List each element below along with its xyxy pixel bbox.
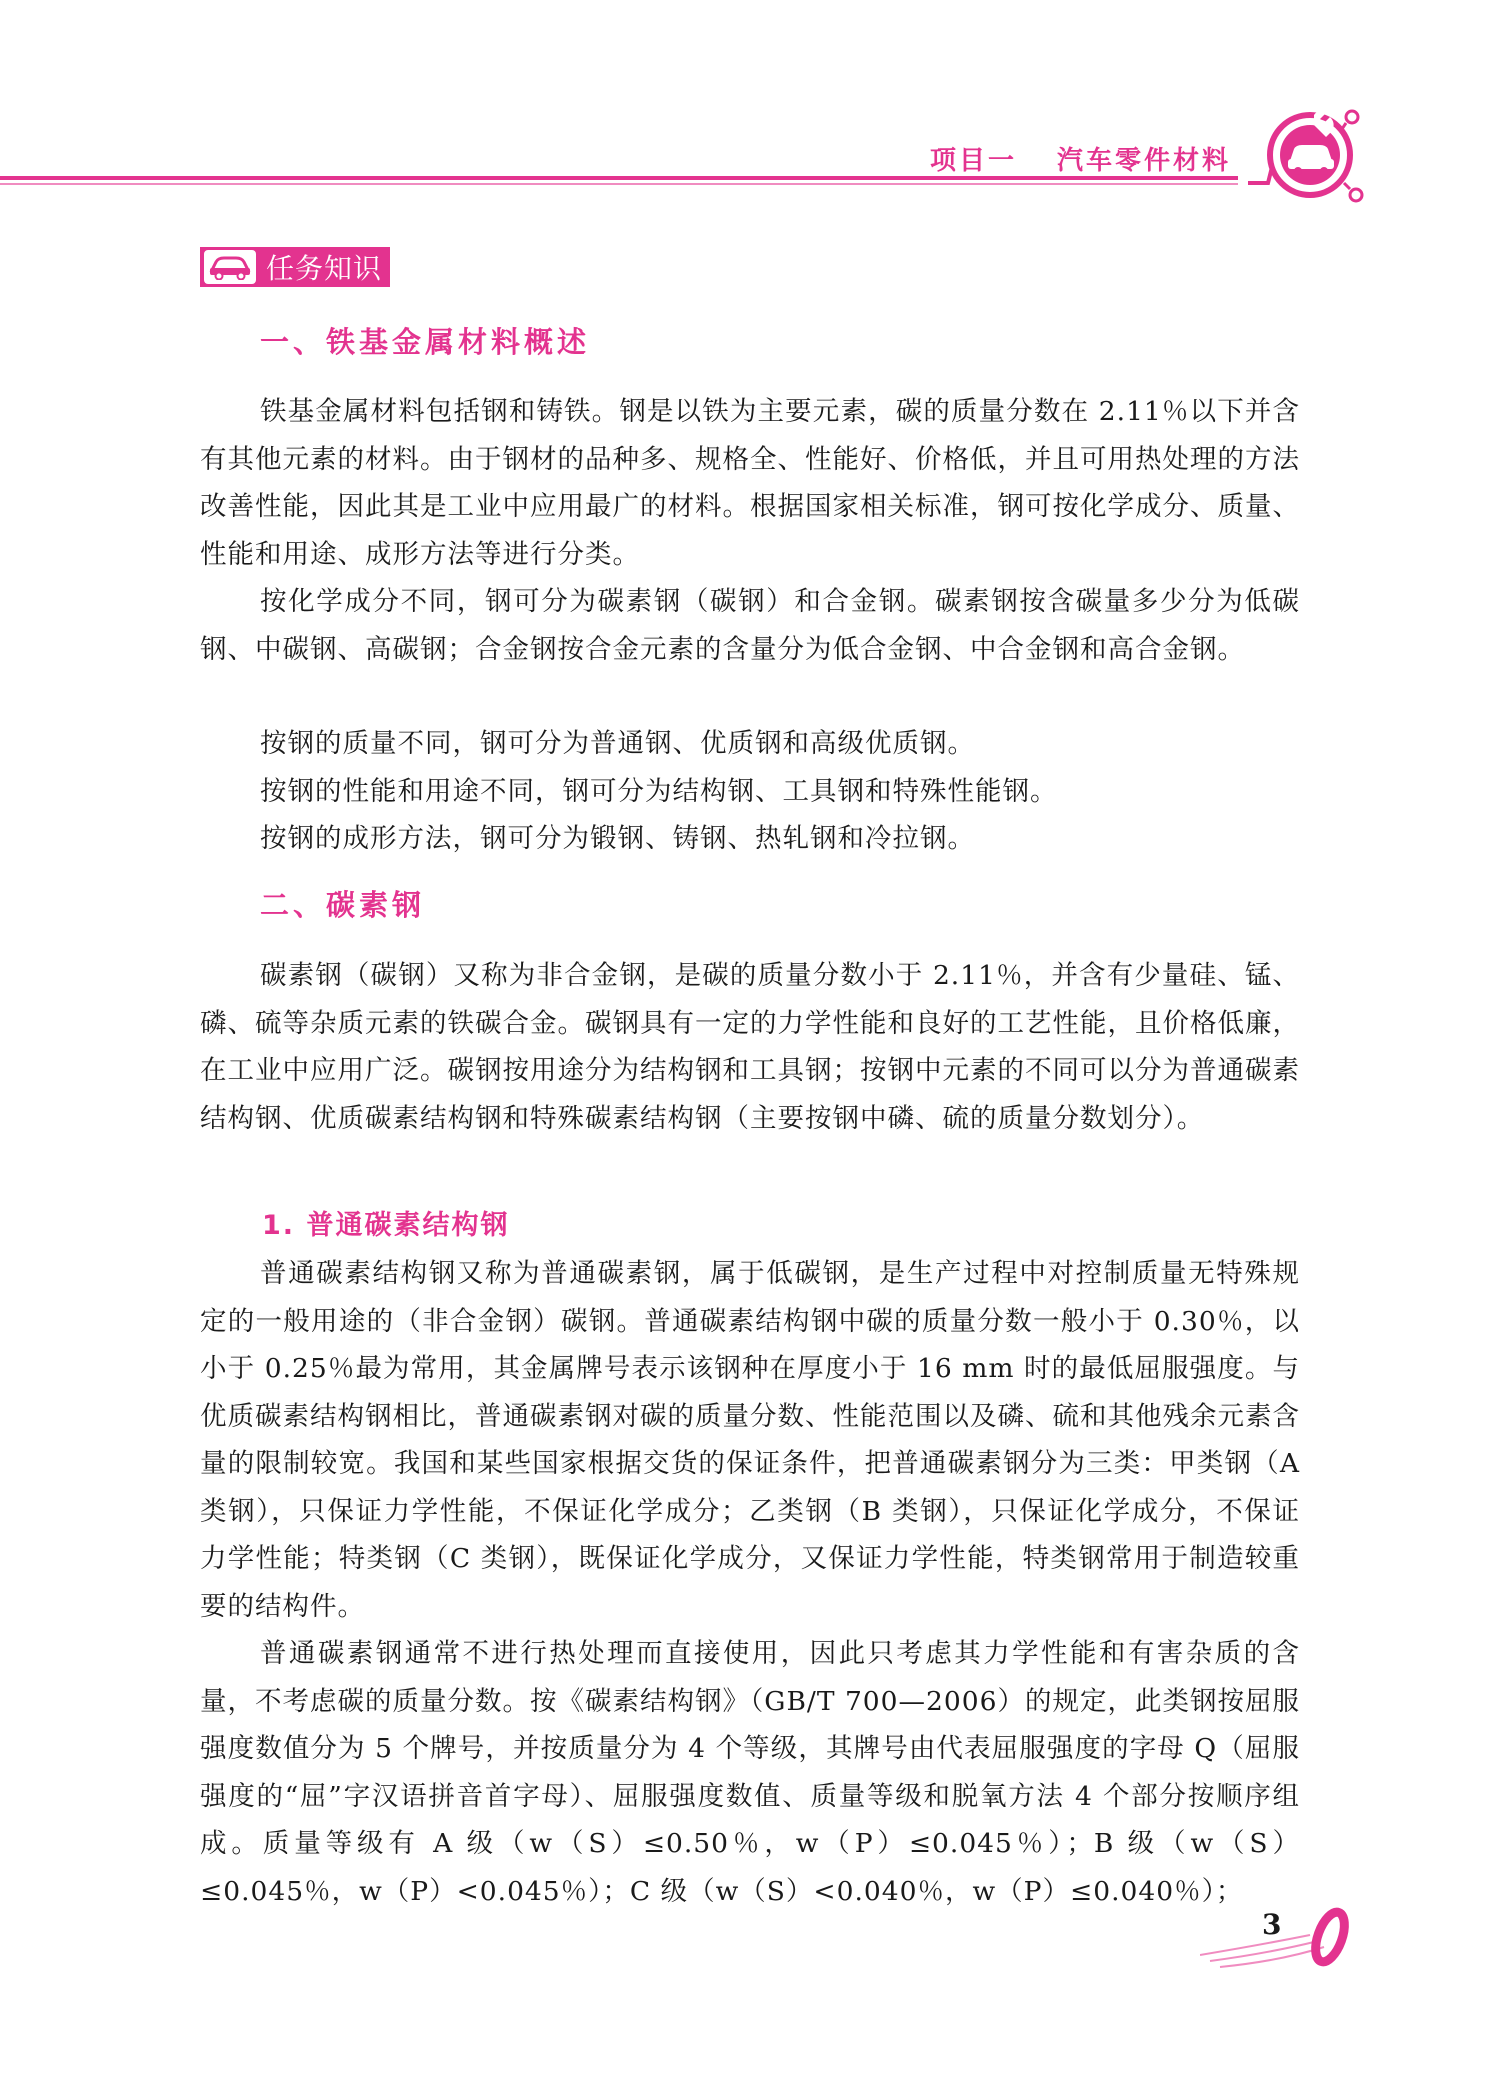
project-label: 项目一 xyxy=(930,146,1018,176)
subsection-heading: 1. 普通碳素结构钢 xyxy=(262,1210,510,1241)
paragraph: 按化学成分不同，钢可分为碳素钢（碳钢）和合金钢。碳素钢按含碳量多少分为低碳钢、中碳钢、高碳钢；合金钢按合金元素的含量分为低合金钢、中合金钢和高合金钢。 xyxy=(200,586,1300,665)
paragraph: 按钢的成形方法，钢可分为锻钢、铸钢、热轧钢和冷拉钢。 xyxy=(260,823,975,854)
page-header xyxy=(0,0,1504,210)
paragraph: 普通碳素钢通常不进行热处理而直接使用，因此只考虑其力学性能和有害杂质的含量，不考虑碳的质量分数。按《碳素结构钢》（GB/T 700—2006）的规定，此类钢按屈服强度数值分为 5 个牌号，并按质量分为 4 个等级，其牌号由代表屈服强度的字母 Q（屈服强度的“屈”字汉语拼音首字母）、屈服强度数值、质量等级和脱氧方法 4 个部分按顺序组成。质量等级有 A 级（w（S）≤0.50％，w（P）≤0.045％）；B 级（w（S）≤0.045％，w（P）<0.045％）；C 级（w（S）<0.040％，w（P）≤0.040％）； xyxy=(200,1638,1300,1907)
section-tag-label: 任务知识 xyxy=(266,252,383,285)
car-repair-badge-icon xyxy=(1248,95,1368,215)
footer-swirl-icon xyxy=(1200,1895,1370,1980)
section-tag xyxy=(200,247,390,287)
paragraph: 按钢的性能和用途不同，钢可分为结构钢、工具钢和特殊性能钢。 xyxy=(260,776,1058,807)
header-rule-thin xyxy=(0,183,1238,185)
chapter-name: 汽车零件材料 xyxy=(1057,146,1232,176)
section-heading-1: 一、铁基金属材料概述 xyxy=(260,325,591,359)
car-icon xyxy=(204,250,256,284)
chapter-title xyxy=(930,140,1231,177)
paragraph: 铁基金属材料包括钢和铸铁。钢是以铁为主要元素，碳的质量分数在 2.11％以下并含有其他元素的材料。由于钢材的品种多、规格全、性能好、价格低，并且可用热处理的方法改善性能，因此其是工业中应用最广的材料。根据国家相关标准，钢可按化学成分、质量、性能和用途、成形方法等进行分类。 xyxy=(200,396,1300,570)
section-heading-2: 二、碳素钢 xyxy=(260,888,426,922)
page-number: 3 xyxy=(1262,1908,1282,1941)
paragraph: 普通碳素结构钢又称为普通碳素钢，属于低碳钢，是生产过程中对控制质量无特殊规定的一般用途的（非合金钢）碳钢。普通碳素结构钢中碳的质量分数一般小于 0.30％，以小于 0.25％最为常用，其金属牌号表示该钢种在厚度小于 16 mm 时的最低屈服强度。与优质碳素结构钢相比，普通碳素钢对碳的质量分数、性能范围以及磷、硫和其他残余元素含量的限制较宽。我国和某些国家根据交货的保证条件，把普通碳素钢分为三类：甲类钢（A 类钢），只保证力学性能，不保证化学成分；乙类钢（B 类钢），只保证化学成分，不保证力学性能；特类钢（C 类钢），既保证化学成分，又保证力学性能，特类钢常用于制造较重要的结构件。 xyxy=(200,1258,1300,1622)
paragraph: 按钢的质量不同，钢可分为普通钢、优质钢和高级优质钢。 xyxy=(260,728,975,759)
paragraph: 碳素钢（碳钢）又称为非合金钢，是碳的质量分数小于 2.11％，并含有少量硅、锰、磷、硫等杂质元素的铁碳合金。碳钢具有一定的力学性能和良好的工艺性能，且价格低廉，在工业中应用广泛。碳钢按用途分为结构钢和工具钢；按钢中元素的不同可以分为普通碳素结构钢、优质碳素结构钢和特殊碳素结构钢（主要按钢中磷、硫的质量分数划分）。 xyxy=(200,960,1300,1134)
